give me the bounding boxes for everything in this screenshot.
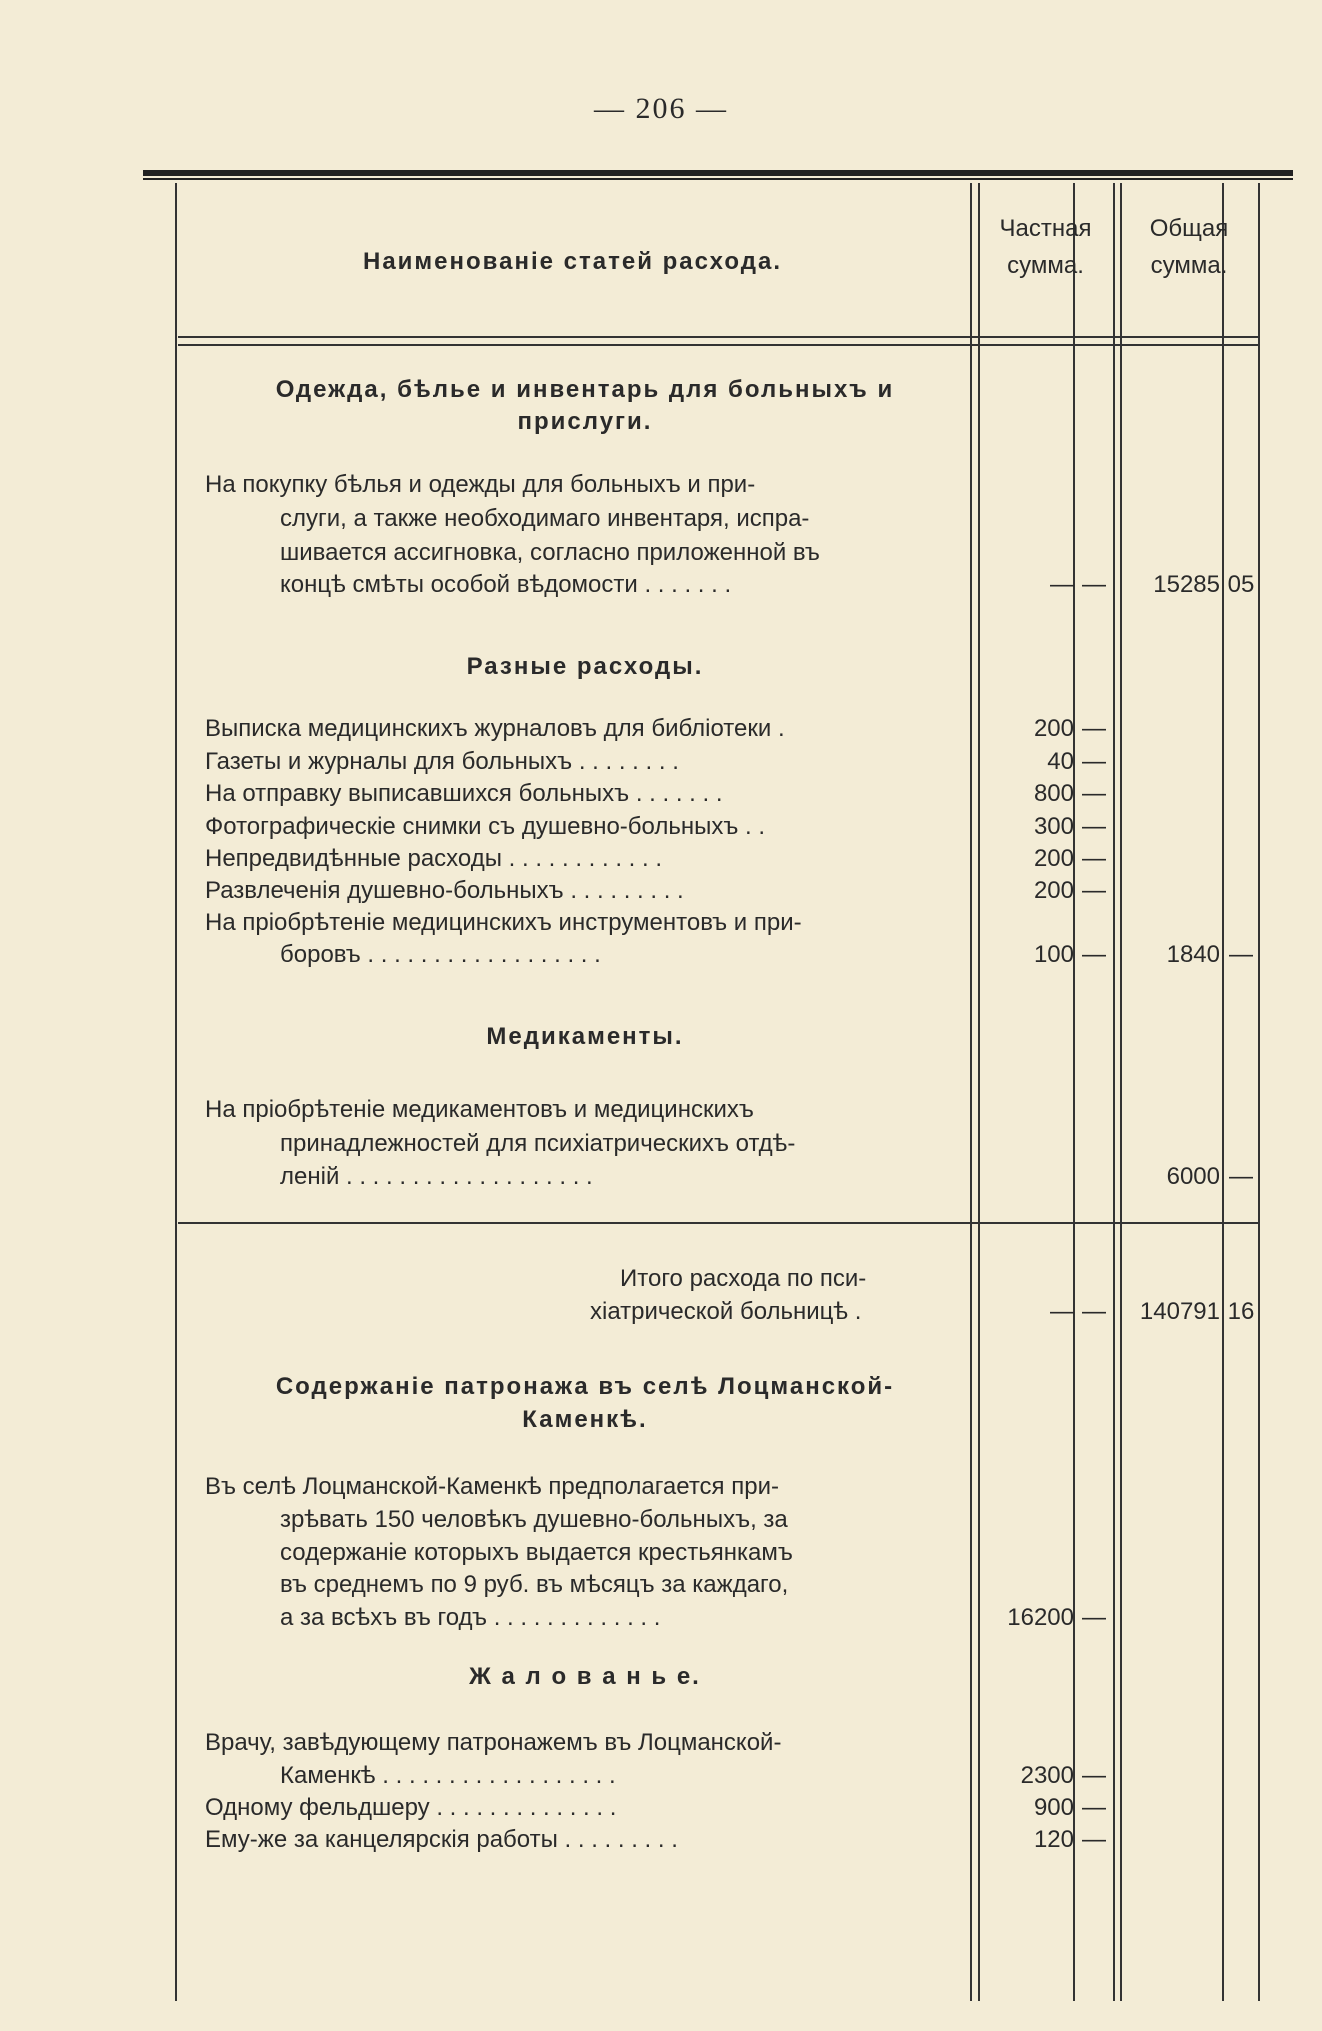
line: шивается ассигновка, согласно приложенной въ (280, 539, 820, 566)
partial-amount: — (1050, 1298, 1074, 1325)
line: Развлеченія душевно-больныхъ . . . . . . . . . (205, 877, 684, 904)
section-title: Медикаменты. (486, 1023, 684, 1050)
column-divider (1222, 183, 1224, 2001)
line: Выписка медицинскихъ журналовъ для библіотеки . (205, 715, 785, 742)
line: леній . . . . . . . . . . . . . . . . . . . (280, 1163, 593, 1190)
header-rule (178, 344, 1258, 346)
header-text: Общая (1149, 215, 1229, 242)
top-rule-thick (143, 170, 1293, 176)
partial-amount: 200 (1033, 877, 1074, 904)
section-title: Каменкѣ. (522, 1406, 648, 1433)
header-text: сумма. (1150, 252, 1228, 279)
total-rule (178, 1222, 1258, 1224)
line: зрѣвать 150 человѣкъ душевно-больныхъ, за (280, 1506, 788, 1533)
line: Ему-же за канцелярскія работы . . . . . . . . . (205, 1826, 678, 1853)
header-text: Частная (999, 215, 1092, 242)
total-kopeks: 05 (1227, 571, 1255, 598)
line: На пріобрѣтеніе медикаментовъ и медицинскихъ (205, 1096, 754, 1123)
partial-kopeks: — (1082, 1604, 1106, 1631)
partial-amount: 120 (1033, 1826, 1074, 1853)
partial-amount: 16200 (1007, 1604, 1074, 1631)
column-header-total-sum (1120, 210, 1258, 284)
total-amount: 6000 (1166, 1163, 1220, 1190)
partial-kopeks: — (1082, 780, 1106, 807)
line: Врачу, завѣдующему патронажемъ въ Лоцманской- (205, 1729, 782, 1756)
column-divider (978, 183, 980, 2001)
page-number: — 206 — (594, 92, 728, 125)
partial-amount: 100 (1033, 941, 1074, 968)
header-rule (178, 336, 1258, 338)
total-amount: 1840 (1166, 941, 1220, 968)
column-header-partial-sum (978, 210, 1113, 284)
column-divider (1073, 183, 1075, 2001)
line: содержаніе которыхъ выдается крестьянкамъ (280, 1539, 793, 1566)
total-label: хіатрической больницѣ . (590, 1298, 862, 1325)
partial-kopeks: — (1082, 1794, 1106, 1821)
column-divider (1113, 183, 1115, 2001)
column-header-description: Наименованіе статей расхода. (362, 248, 782, 275)
partial-amount: — (1050, 571, 1074, 598)
partial-kopeks: — (1082, 748, 1106, 775)
line: На покупку бѣлья и одежды для больныхъ и при- (205, 471, 756, 498)
partial-kopeks: — (1082, 877, 1106, 904)
partial-amount: 200 (1033, 845, 1074, 872)
total-amount: 140791 (1139, 1298, 1220, 1325)
partial-kopeks: — (1082, 1826, 1106, 1853)
line: Фотографическіе снимки съ душевно-больныхъ . . (205, 813, 766, 840)
partial-amount: 800 (1033, 780, 1074, 807)
total-kopeks: — (1229, 941, 1253, 968)
line: На отправку выписавшихся больныхъ . . . . . . . (205, 780, 723, 807)
partial-kopeks: — (1082, 1298, 1106, 1325)
partial-kopeks: — (1082, 715, 1106, 742)
partial-amount: 300 (1033, 813, 1074, 840)
line: въ среднемъ по 9 руб. въ мѣсяцъ за каждаго, (280, 1571, 789, 1598)
line: боровъ . . . . . . . . . . . . . . . . . . (280, 941, 601, 968)
partial-kopeks: — (1082, 813, 1106, 840)
section-title: прислуги. (517, 408, 653, 435)
line: Газеты и журналы для больныхъ . . . . . . . . (205, 748, 679, 775)
column-divider (970, 183, 972, 2001)
line: Одному фельдшеру . . . . . . . . . . . . . . (205, 1794, 617, 1821)
partial-kopeks: — (1082, 845, 1106, 872)
line: принадлежностей для психіатрическихъ отдѣ- (280, 1130, 796, 1157)
section-title: Разные расходы. (466, 653, 704, 680)
line: Каменкѣ . . . . . . . . . . . . . . . . . . (280, 1762, 616, 1789)
partial-amount: 200 (1033, 715, 1074, 742)
table-left-border (175, 183, 177, 2001)
line: На пріобрѣтеніе медицинскихъ инструментовъ и при- (205, 909, 802, 936)
section-title: Ж а л о в а н ь е. (469, 1663, 701, 1690)
header-text: сумма. (1007, 252, 1084, 279)
line: концѣ смѣты особой вѣдомости . . . . . . . (280, 571, 732, 598)
section-title: Содержаніе патронажа въ селѣ Лоцманской- (275, 1373, 895, 1400)
line: Непредвидѣнные расходы . . . . . . . . . . . . (205, 845, 663, 872)
line: Въ селѣ Лоцманской-Каменкѣ предполагается при- (205, 1473, 779, 1500)
total-label: Итого расхода по пси- (620, 1265, 867, 1292)
partial-kopeks: — (1082, 941, 1106, 968)
top-rule-thin (143, 178, 1293, 180)
table-right-border (1258, 183, 1260, 2001)
partial-kopeks: — (1082, 571, 1106, 598)
line: а за всѣхъ въ годъ . . . . . . . . . . . . . (280, 1604, 661, 1631)
partial-amount: 40 (1047, 748, 1074, 775)
total-kopeks: 16 (1227, 1298, 1255, 1325)
total-amount: 15285 (1153, 571, 1220, 598)
partial-amount: 2300 (1020, 1762, 1074, 1789)
section-title: Одежда, бѣлье и инвентарь для больныхъ и (275, 376, 895, 403)
total-kopeks: — (1229, 1163, 1253, 1190)
partial-kopeks: — (1082, 1762, 1106, 1789)
line: слуги, а также необходимаго инвентаря, испра- (280, 505, 810, 532)
partial-amount: 900 (1033, 1794, 1074, 1821)
column-divider (1120, 183, 1122, 2001)
